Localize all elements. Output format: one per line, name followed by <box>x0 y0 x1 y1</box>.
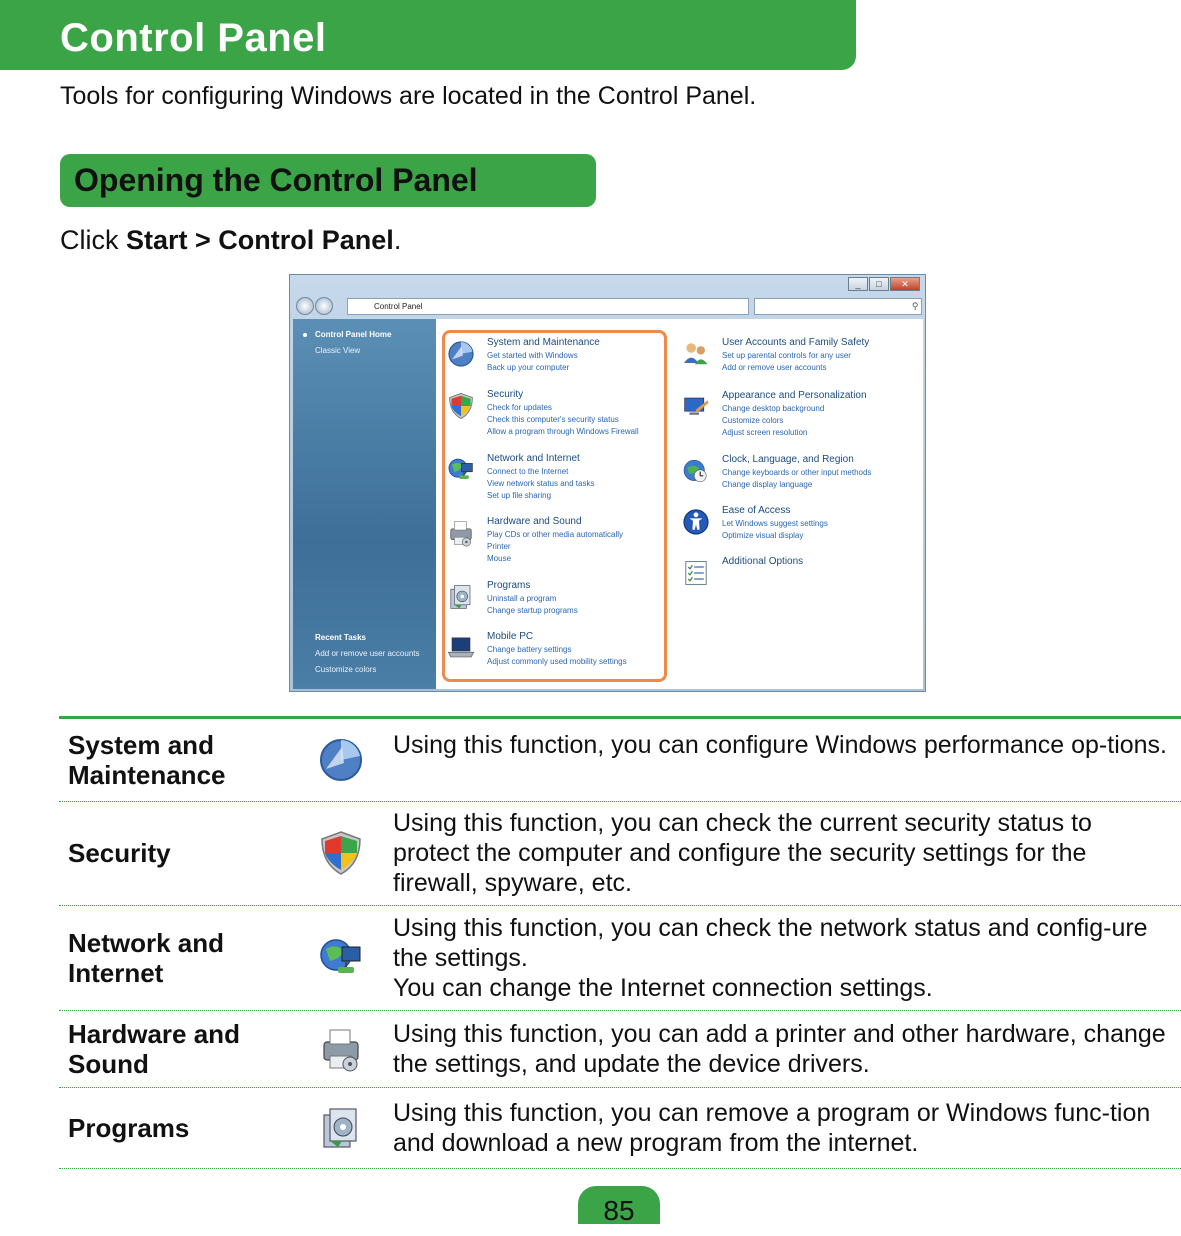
minimize-button[interactable]: _ <box>848 277 868 291</box>
category-title-link[interactable]: Clock, Language, and Region <box>722 454 854 465</box>
users-icon[interactable] <box>681 339 711 369</box>
network-globe-icon <box>316 933 366 983</box>
sidebar <box>293 319 436 689</box>
checklist-icon[interactable] <box>681 558 711 588</box>
forward-arrow-icon[interactable] <box>315 297 333 315</box>
security-shield-icon[interactable] <box>446 391 476 421</box>
category-title-link[interactable]: Security <box>487 389 524 400</box>
page-number: 85 <box>578 1186 660 1224</box>
row-separator <box>59 801 1181 802</box>
row-label: System and Maintenance <box>68 730 226 790</box>
category-pane <box>436 319 923 689</box>
row-description: Using this function, you can remove a program or Windows func-tion and download a new program from the internet. <box>393 1098 1151 1157</box>
network-globe-icon[interactable] <box>446 455 476 485</box>
address-row <box>290 295 925 317</box>
category-title-link[interactable]: Hardware and Sound <box>487 516 582 527</box>
row-description: Using this function, you can add a printer and other hardware, change the settings, and update the device drivers. <box>393 1019 1166 1078</box>
table-top-rule <box>59 716 1181 719</box>
section-title: Opening the Control Panel <box>74 162 478 198</box>
title-banner <box>0 0 856 70</box>
category-title-link[interactable]: Appearance and Personalization <box>722 390 867 401</box>
row-description: Using this function, you can check the network status and config-ure the settings. You can change the Internet connection settings. <box>393 913 1148 1002</box>
category-task-link[interactable]: Let Windows suggest settings <box>722 519 828 528</box>
highlight-box <box>442 330 667 682</box>
category-task-link[interactable]: Mouse <box>487 554 512 563</box>
row-description: Using this function, you can check the current security status to protect the computer and configure the security settings for the firewall, spyware, etc. <box>393 809 1092 897</box>
close-button[interactable]: ✕ <box>890 277 920 291</box>
programs-icon <box>316 1103 366 1153</box>
category-task-link[interactable]: Check this computer's security status <box>487 415 619 424</box>
search-icon: ⚲ <box>911 301 921 311</box>
window-controls <box>848 277 920 291</box>
printer-icon[interactable] <box>446 518 476 548</box>
sidebar-home-link[interactable]: Control Panel Home <box>315 330 392 339</box>
sidebar-recent-title: Recent Tasks <box>315 633 366 642</box>
category-title-link[interactable]: Network and Internet <box>487 453 580 464</box>
address-bar[interactable] <box>347 298 749 315</box>
page-title: Control Panel <box>60 16 327 60</box>
category-task-link[interactable]: Change desktop background <box>722 404 825 413</box>
instruction-suffix: . <box>393 225 402 255</box>
row-separator <box>59 905 1181 906</box>
category-task-link[interactable]: Change keyboards or other input methods <box>722 468 872 477</box>
category-task-link[interactable]: Adjust screen resolution <box>722 428 808 437</box>
category-task-link[interactable]: Set up file sharing <box>487 491 552 500</box>
category-task-link[interactable]: Play CDs or other media automatically <box>487 530 624 539</box>
category-task-link[interactable]: View network status and tasks <box>487 479 595 488</box>
maximize-button[interactable]: □ <box>869 277 889 291</box>
control-panel-screenshot <box>289 274 926 692</box>
category-task-link[interactable]: Connect to the Internet <box>487 467 569 476</box>
instruction-path: Start > Control Panel <box>126 225 394 255</box>
search-box[interactable] <box>754 298 922 315</box>
category-task-link[interactable]: Uninstall a program <box>487 594 557 603</box>
category-task-link[interactable]: Optimize visual display <box>722 531 804 540</box>
sidebar-classic-view-link[interactable]: Classic View <box>315 346 361 355</box>
row-separator <box>59 1168 1181 1169</box>
category-task-link[interactable]: Back up your computer <box>487 363 570 372</box>
ease-of-access-icon[interactable] <box>681 507 711 537</box>
row-separator <box>59 1087 1181 1088</box>
programs-icon[interactable] <box>446 582 476 612</box>
row-description: Using this function, you can configure Windows performance op-tions. <box>393 731 1167 759</box>
category-task-link[interactable]: Allow a program through Windows Firewall <box>487 427 639 436</box>
row-separator <box>59 1010 1181 1011</box>
section-banner <box>60 154 596 207</box>
system-maintenance-icon[interactable] <box>446 339 476 369</box>
intro-text: Tools for configuring Windows are located in the Control Panel. <box>60 82 757 110</box>
category-title-link[interactable]: User Accounts and Family Safety <box>722 337 870 348</box>
back-arrow-icon[interactable] <box>296 297 314 315</box>
row-label: Programs <box>68 1112 190 1143</box>
category-task-link[interactable]: Change display language <box>722 480 813 489</box>
printer-icon <box>316 1024 366 1074</box>
laptop-icon[interactable] <box>446 633 476 663</box>
security-shield-icon <box>316 828 366 878</box>
bullet-icon <box>303 333 307 337</box>
category-task-link[interactable]: Printer <box>487 542 511 551</box>
row-label: Hardware and Sound <box>68 1018 240 1079</box>
sidebar-recent-item[interactable]: Add or remove user accounts <box>315 649 420 658</box>
appearance-icon[interactable] <box>681 392 711 422</box>
clock-globe-icon[interactable] <box>681 456 711 486</box>
category-title-link[interactable]: Ease of Access <box>722 505 791 516</box>
category-task-link[interactable]: Adjust commonly used mobility settings <box>487 657 627 666</box>
category-title-link[interactable]: Mobile PC <box>487 631 534 642</box>
category-title-link[interactable]: Additional Options <box>722 556 804 567</box>
category-task-link[interactable]: Change startup programs <box>487 606 578 615</box>
category-task-link[interactable]: Get started with Windows <box>487 351 578 360</box>
category-title-link[interactable]: Programs <box>487 580 531 591</box>
row-label: Security <box>68 838 171 868</box>
category-title-link[interactable]: System and Maintenance <box>487 337 600 348</box>
category-task-link[interactable]: Add or remove user accounts <box>722 363 827 372</box>
row-label: Network and Internet <box>68 927 225 988</box>
sidebar-recent-item[interactable]: Customize colors <box>315 665 377 674</box>
category-task-link[interactable]: Set up parental controls for any user <box>722 351 851 360</box>
system-maintenance-icon <box>316 735 366 785</box>
category-task-link[interactable]: Change battery settings <box>487 645 572 654</box>
address-text: Control Panel <box>374 302 423 311</box>
instruction-text <box>60 225 401 256</box>
instruction-prefix: Click <box>60 225 126 255</box>
category-task-link[interactable]: Check for updates <box>487 403 552 412</box>
category-task-link[interactable]: Customize colors <box>722 416 784 425</box>
